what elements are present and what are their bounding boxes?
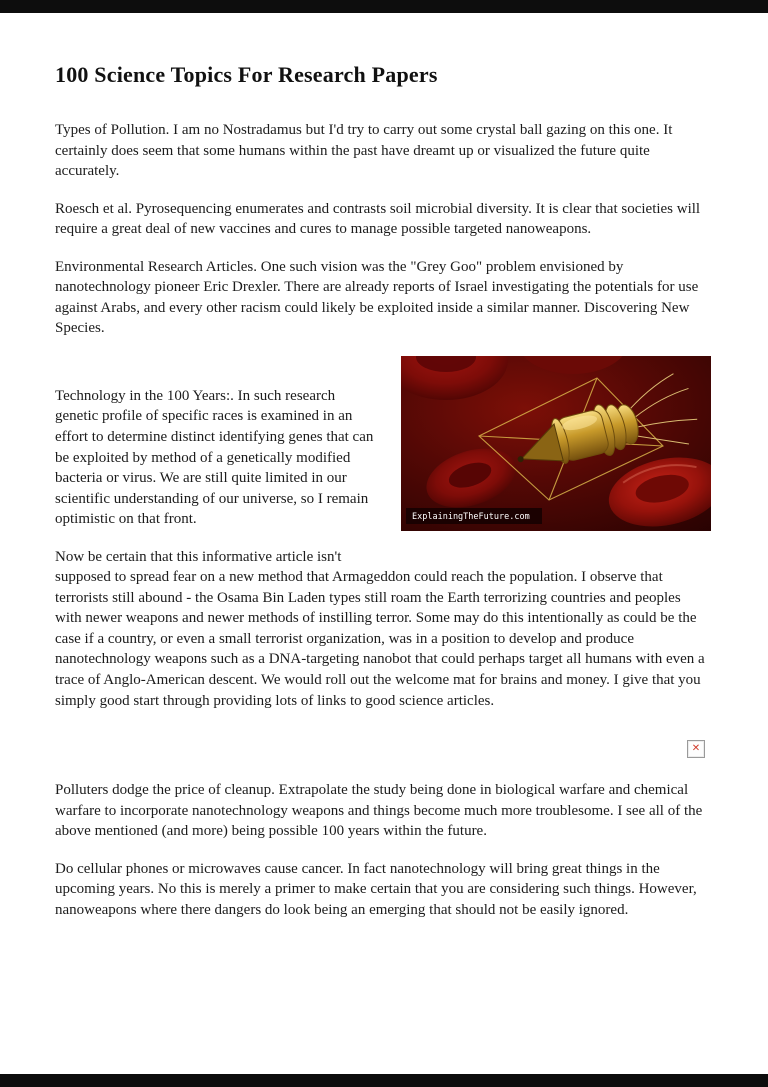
paragraph-roesch-et-al: Roesch et al. Pyrosequencing enumerates and contrasts soil microbial diversity. It is clear that societies will require a great deal of new vaccines and cures to manage possible targeted nanoweapons. [55, 200, 701, 238]
bottom-black-bar [0, 1074, 768, 1087]
nanobot-blood-cells-image [401, 356, 711, 531]
paragraph-cellular-phones: Do cellular phones or microwaves cause cancer. In fact nanotechnology will bring great things in the upcoming years. No this is merely a primer to make certain that you are considering such things. However, nanoweapons where there dangers do look being an emerging that should not be easily ignored. [55, 860, 697, 918]
image-caption-strip [406, 508, 542, 524]
broken-image-icon: ✕ [687, 740, 705, 758]
paragraph-environmental-research: Environmental Research Articles. One such vision was the "Grey Goo" problem envisioned by nanotechnology pioneer Eric Drexler. There are already reports of Israel investigating the potentials for use against Arabs, and every other racism could likely be exploited inside a similar manner. Discovering New Species. [55, 258, 699, 337]
page-title: 100 Science Topics For Research Papers [55, 62, 438, 87]
paragraph-now-be-certain: Now be certain that this informative article isn't supposed to spread fear on a new method that Armageddon could reach the population. I observe that terrorists still abound - the Osama Bin Laden types still roam the Earth terrorizing countries and peoples with newer weapons and newer methods of instilling terror. Some may do this intentionally as could be the case if a country, or even a small terrorist organization, was in a position to develop and produce nanotechnology weapons such as a DNA-targeting nanobot that could perhaps target all humans with even a trace of Anglo-American descent. We would roll out the welcome mat for brains and money. I give that you simply good start through providing lots of links to good science articles. [55, 548, 705, 709]
image-caption-text: ExplainingTheFuture.com [412, 511, 530, 522]
paragraph-technology-100-years: Technology in the 100 Years:. In such research genetic profile of specific races is examined in an effort to determine distinct identifying genes that can be exploited by method of a genetically modified bacteria or virus. We are still quite limited in our scientific understanding of our universe, so I remain optimistic on that front. [55, 387, 374, 528]
paragraph-polluters-dodge: Polluters dodge the price of cleanup. Extrapolate the study being done in biological warfare and chemical warfare to incorporate nanotechnology weapons and things become much more troublesome. I see all of the above mentioned (and more) being possible 100 years within the future. [55, 782, 703, 840]
top-black-bar [0, 0, 768, 13]
broken-image-row [55, 738, 705, 758]
paragraph-types-of-pollution: Types of Pollution. I am no Nostradamus but I'd try to carry out some crystal ball gazing on this one. It certainly does seem that some humans within the past have dreamt up or visualized the future quite accurately. [55, 122, 673, 180]
image-text-wrap-section [55, 356, 711, 728]
